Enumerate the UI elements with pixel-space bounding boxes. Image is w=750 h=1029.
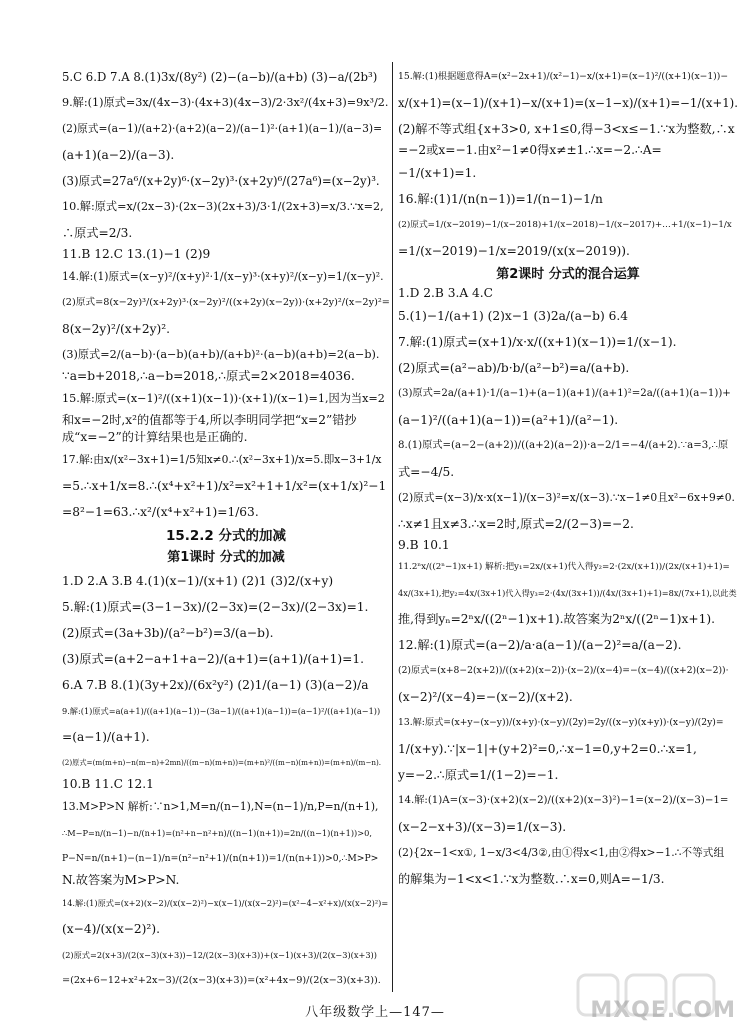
answer-line: ∴x≠1且x≠3.∴x=2时,原式=2/(2−3)=−2. bbox=[398, 516, 634, 531]
answer-line: 5.C 6.D 7.A 8.(1)3x/(8y²) (2)−(a−b)/(a+b) (3)−a/(2b³) bbox=[62, 70, 378, 84]
column-divider bbox=[392, 62, 393, 992]
answer-line: 9.解:(1)原式=a(a+1)/((a+1)(a−1))−(3a−1)/((a+1)(a−1))=(a−1)²/((a+1)(a−1)) bbox=[62, 706, 381, 717]
answer-line: =8²−1=63.∴x²/(x⁴+x²+1)=1/63. bbox=[62, 505, 259, 520]
left-column bbox=[62, 64, 390, 994]
answer-line: 13.M>P>N 解析:∵n>1,M=n/(n−1),N=(n−1)/n,P=n/(n+1), bbox=[62, 799, 379, 813]
answer-line: (x−4)/(x(x−2)²). bbox=[62, 921, 160, 936]
section-heading: 第2课时 分式的混合运算 bbox=[496, 266, 640, 282]
answer-line: y=−2.∴原式=1/(1−2)=−1. bbox=[398, 768, 559, 783]
answer-line: (2)解不等式组{x+3>0, x+1≤0,得−3<x≤−1.∵x为整数,∴x bbox=[398, 122, 735, 136]
answer-line: =−2或x=−1.由x²−1≠0得x≠±1.∴x=−2.∴A= bbox=[398, 143, 662, 157]
answer-line: =5.∴x+1/x=8.∴(x⁴+x²+1)/x²=x²+1+1/x²=(x+1/x)²−1 bbox=[62, 479, 387, 494]
answer-line: 式=−4/5. bbox=[398, 464, 455, 479]
section-heading: 15.2.2 分式的加减 bbox=[165, 528, 287, 545]
answer-line: 11.2ⁿx/((2ⁿ−1)x+1) 解析:把y₁=2x/(x+1)代入得y₂=2·(2x/(x+1))/(2x/(x+1)+1)= bbox=[398, 562, 730, 573]
answer-line: N.故答案为M>P>N. bbox=[62, 872, 180, 887]
answer-line: P−N=n/(n+1)−(n−1)/n=(n²−n²+1)/(n(n+1))=1/(n(n+1))>0,∴M>P> bbox=[62, 852, 379, 864]
answer-line: 8(x−2y)²/(x+2y)². bbox=[62, 321, 170, 336]
answer-line: 14.解:(1)原式=(x+2)(x−2)/(x(x−2)²)−x(x−1)/(x(x−2)²)=(x²−4−x²+x)/(x(x−2)²)= bbox=[62, 897, 389, 908]
answer-line: 的解集为−1<x<1.∵x为整数.∴x=0,则A=−1/3. bbox=[398, 872, 665, 887]
answer-line: 15.解:原式=(x−1)²/((x+1)(x−1))·(x+1)/(x−1)=1,因为当x=2 bbox=[62, 391, 385, 405]
answer-line: (2)原式=8(x−2y)³/(x+2y)³·(x−2y)²/((x+2y)(x−2y))·(x+2y)²/(x−2y)²= bbox=[62, 296, 390, 308]
watermark-text: MXQE.COM bbox=[590, 998, 736, 1023]
answer-line: x/(x+1)=(x−1)/(x+1)−x/(x+1)=(x−1−x)/(x+1)=−1/(x+1). bbox=[398, 96, 738, 110]
answer-line: (2)原式=(x−3)/x·x(x−1)/(x−3)²=x/(x−3).∵x−1≠0且x²−6x+9≠0. bbox=[398, 490, 735, 504]
answer-line: ∴原式=2/3. bbox=[62, 226, 133, 240]
answer-line: 5.解:(1)原式=(3−1−3x)/(2−3x)=(2−3x)/(2−3x)=1. bbox=[62, 600, 369, 615]
answer-line: (2)原式=(3a+3b)/(a²−b²)=3/(a−b). bbox=[62, 626, 274, 641]
answer-line: (a−1)²/((a+1)(a−1))=(a²+1)/(a²−1). bbox=[398, 412, 619, 427]
right-column bbox=[398, 64, 738, 892]
answer-line: 6.A 7.B 8.(1)(3y+2x)/(6x²y²) (2)1/(a−1) (3)(a−2)/a bbox=[62, 678, 369, 693]
answer-line: (2)原式=(x+8−2(x+2))/((x+2)(x−2))·(x−2)/(x−4)=−(x−4)/((x+2)(x−2))· bbox=[398, 665, 729, 677]
answer-line: (2)原式=1/(x−2019)−1/(x−2018)+1/(x−2018)−1/(x−2017)+…+1/(x−1)−1/x bbox=[398, 219, 732, 230]
answer-line: (2){2x−1<x①, 1−x/3<4/3②,由①得x<1,由②得x>−1.∴不等式组 bbox=[398, 846, 725, 860]
answer-line: 9.B 10.1 bbox=[398, 537, 450, 552]
answer-line: =(2x+6−12+x²+2x−3)/(2(x−3)(x+3))=(x²+4x−9)/(2(x−3)(x+3)). bbox=[62, 974, 381, 986]
answer-line: (2)原式=(m(m+n)−n(m−n)+2mn)/((m−n)(m+n))=(m+n)²/((m−n)(m+n))=(m+n)/(m−n). bbox=[62, 758, 382, 768]
answer-line: 17.解:由x/(x²−3x+1)=1/5知x≠0.∴(x²−3x+1)/x=5.即x−3+1/x bbox=[62, 453, 382, 467]
answer-line: 成“x=−2”的计算结果也是正确的. bbox=[62, 430, 248, 445]
answer-line: 12.解:(1)原式=(a−2)/a·a(a−1)/(a−2)²=a/(a−2). bbox=[398, 638, 682, 653]
answer-line: =1/(x−2019)−1/x=2019/(x(x−2019)). bbox=[398, 243, 630, 258]
answer-line: 14.解:(1)A=(x−3)·(x+2)(x−2)/((x+2)(x−3)²)−1=(x−2)/(x−3)−1= bbox=[398, 795, 729, 807]
answer-line: 4x/(3x+1),把y₂=4x/(3x+1)代入得y₃=2·(4x/(3x+1))/(4x/(3x+1)+1)=8x/(7x+1),以此类 bbox=[398, 588, 737, 599]
answer-line: 10.解:原式=x/(2x−3)·(2x−3)(2x+3)/3·1/(2x+3)=x/3.∵x=2, bbox=[62, 200, 384, 213]
answer-line: 和x=−2时,x²的值都等于4,所以李明同学把“x=2”错抄 bbox=[62, 412, 357, 427]
answer-line: ∴M−P=n/(n−1)−n/(n+1)=(n²+n−n²+n)/((n−1)(n+1))=2n/((n−1)(n+1))>0, bbox=[62, 827, 372, 838]
answer-line: (3)原式=(a+2−a+1+a−2)/(a+1)=(a+1)/(a+1)=1. bbox=[62, 652, 364, 667]
answer-line: 1.D 2.A 3.B 4.(1)(x−1)/(x+1) (2)1 (3)2/(x+y) bbox=[62, 574, 334, 589]
answer-line: (3)原式=27a⁶/(x+2y)⁶·(x−2y)³·(x+2y)⁶/(27a⁶)=(x−2y)³. bbox=[62, 174, 380, 188]
answer-line: 8.(1)原式=(a−2−(a+2))/((a+2)(a−2))·a−2/1=−4/(a+2).∵a=3,∴原 bbox=[398, 439, 729, 451]
page-footer: 八年级数学上—147— bbox=[305, 1005, 445, 1020]
answer-line: 9.解:(1)原式=3x/(4x−3)·(4x+3)(4x−3)/2·3x²/(4x+3)=9x³/2. bbox=[62, 96, 389, 109]
section-heading: 第1课时 分式的加减 bbox=[167, 550, 285, 566]
answer-line: 16.解:(1)1/(n(n−1))=1/(n−1)−1/n bbox=[398, 191, 603, 206]
answer-line: 7.解:(1)原式=(x+1)/x·x/((x+1)(x−1))=1/(x−1). bbox=[398, 334, 677, 349]
answer-line: (x−2−x+3)/(x−3)=1/(x−3). bbox=[398, 820, 567, 835]
answer-line: (3)原式=2/(a−b)·(a−b)(a+b)/(a+b)²·(a−b)(a+b)=2(a−b). bbox=[62, 347, 380, 361]
answer-line: (2)原式=2(x+3)/(2(x−3)(x+3))−12/(2(x−3)(x+3))+(x−1)(x+3)/(2(x−3)(x+3)) bbox=[62, 949, 377, 960]
answer-line: (x−2)²/(x−4)=−(x−2)/(x+2). bbox=[398, 690, 573, 705]
answer-line: (2)原式=(a²−ab)/b·b/(a²−b²)=a/(a+b). bbox=[398, 360, 630, 375]
answer-line: (a+1)(a−2)/(a−3). bbox=[62, 148, 175, 162]
answer-line: 13.解:原式=(x+y−(x−y))/(x+y)·(x−y)/(2y)=2y/((x−y)(x+y))·(x−y)/(2y)= bbox=[398, 717, 724, 729]
answer-line: 1/(x+y).∵|x−1|+(y+2)²=0,∴x−1=0,y+2=0.∴x=1, bbox=[398, 742, 697, 757]
answer-line: 14.解:(1)原式=(x−y)²/(x+y)²·1/(x−y)³·(x+y)²/(x−y)=1/(x−y)². bbox=[62, 269, 384, 283]
answer-line: (3)原式=2a/(a+1)·1/(a−1)+(a−1)(a+1)/(a+1)²=2a/((a+1)(a−1))+ bbox=[398, 387, 731, 399]
answer-line: 5.(1)−1/(a+1) (2)x−1 (3)2a/(a−b) 6.4 bbox=[398, 308, 628, 323]
answer-line: 15.解:(1)根据题意得A=(x²−2x+1)/(x²−1)−x/(x+1)=(x−1)²/((x+1)(x−1))− bbox=[398, 71, 729, 82]
answer-line: (2)原式=(a−1)/(a+2)·(a+2)(a−2)/(a−1)²·(a+1)(a−1)/(a−3)= bbox=[62, 122, 383, 135]
answer-line: 10.B 11.C 12.1 bbox=[62, 777, 154, 792]
answer-line: 11.B 12.C 13.(1)−1 (2)9 bbox=[62, 247, 211, 261]
answer-line: 推,得到yₙ=2ⁿx/((2ⁿ−1)x+1).故答案为2ⁿx/((2ⁿ−1)x+1). bbox=[398, 612, 716, 627]
answer-line: =(a−1)/(a+1). bbox=[62, 730, 150, 745]
answer-line: 1.D 2.B 3.A 4.C bbox=[398, 285, 493, 300]
answer-line: ∵a=b+2018,∴a−b=2018,∴原式=2×2018=4036. bbox=[62, 368, 355, 383]
answer-line: −1/(x+1)=1. bbox=[398, 165, 477, 180]
